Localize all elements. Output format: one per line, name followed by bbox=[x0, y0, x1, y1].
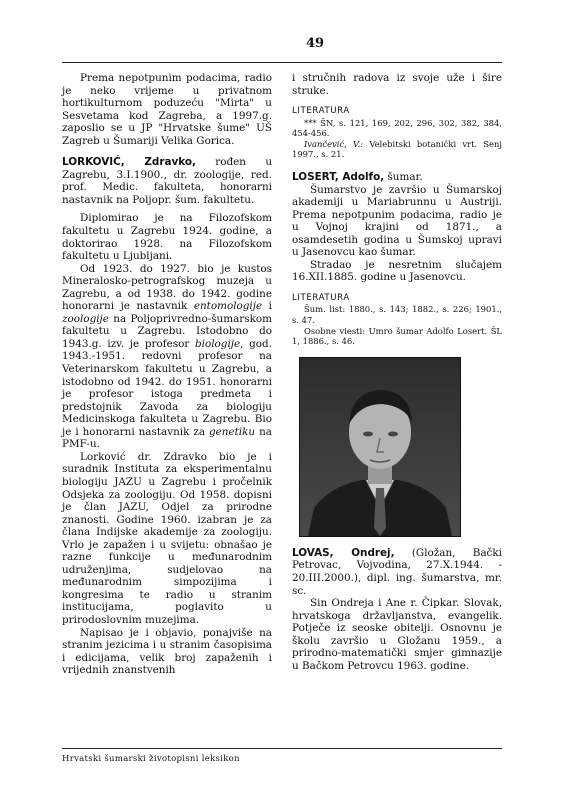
text-run: na PMF-u. bbox=[62, 425, 272, 451]
literature-item: Osobne viesti: Umro šumar Adolfo Losert. ŠL 1, 1886., s. 46. bbox=[292, 325, 502, 347]
left-column bbox=[62, 72, 272, 677]
lovas-summary: (Gložan, Bački Petrovac, Vojvodina, 27.X.1944. - 20.III.2000.), dipl. ing. šumarstva, mr. sc. bbox=[292, 546, 502, 597]
literature-item: *** ŠN, s. 121, 169, 202, 296, 302, 382, 384, 454-456. bbox=[292, 117, 502, 139]
italic-term: entomologije bbox=[193, 300, 263, 313]
lorkovic-continuation: i stručnih radova iz svoje uže i šire struke. bbox=[292, 72, 502, 97]
lorkovic-summary: rođen u Zagrebu, 3.I.1900., dr. zoologije, red. prof. Medic. fakulteta, honorarni nastavnik na Poljopr. šum. fakultetu. bbox=[62, 156, 273, 206]
italic-term: genetiku bbox=[208, 425, 256, 438]
portrait-illustration bbox=[300, 358, 460, 536]
lovas-headword: LOVAS, Ondrej, bbox=[292, 546, 395, 559]
footer-rule bbox=[62, 748, 502, 749]
lorkovic-entry bbox=[62, 156, 272, 206]
lorkovic-paragraph-1: Diplomirao je na Filozofskom fakultetu u Zagrebu 1924. godine, a doktorirao 1928. na Filozofskom fakultetu u Ljubljani. bbox=[62, 212, 272, 263]
literature-lorkovic bbox=[292, 118, 502, 160]
text-run: , god. 1943.-1951. redovni profesor na Veterinarskom fakultetu u Zagrebu, a istodobno od 1942. do 1951. honorarni je profesor istoga predmeta i predstojnik Zavoda za biologiju Medicinskoga fakulteta u Zagrebu. Bio je i honorarni nastavnik za bbox=[62, 337, 272, 438]
italic-term: biologije bbox=[194, 337, 241, 350]
losert-paragraph-1: Šumarstvo je završio u Šumarskoj akademiji u Mariabrunnu u Austriji. Prema nepotpunim podacima, radio je u Vojnoj krajini od 1871., a osamdesetih godina u Šumskoj upravi u Jasenovcu kao šumar. bbox=[292, 183, 502, 259]
lorkovic-headword: LORKOVIĆ, Zdravko, bbox=[62, 156, 196, 169]
portrait-photo bbox=[299, 357, 461, 537]
losert-entry bbox=[292, 171, 502, 184]
lorkovic-paragraph-4: Napisao je i objavio, ponajviše na stranim jezicima i u stranim časopisima i edicijama, velik broj zapaženih i vrijednih znanstvenih bbox=[62, 626, 272, 677]
text-run: Velebitski botanički vrt. Senj 1997., s. 21. bbox=[292, 138, 502, 160]
lorkovic-paragraph-2 bbox=[62, 263, 272, 451]
footer-title: Hrvatski šumarski životopisni leksikon bbox=[62, 754, 240, 764]
literature-author: Ivančević, V.: bbox=[304, 138, 364, 149]
header-rule bbox=[62, 62, 502, 63]
lovas-entry bbox=[292, 547, 502, 597]
losert-paragraph-2: Stradao je nesretnim slučajem 16.XII.1885. godine u Jasenovcu. bbox=[292, 258, 502, 284]
lorkovic-paragraph-3: Lorković dr. Zdravko bio je i suradnik Instituta za eksperimentalnu biologiju JAZU u Zagrebu i pročelnik Odsjeka za zoologiju. Od 1958. dopisni je član JAZU, Odjel za prirodne znanosti. Godine 1960. izabran je za člana Indijske akademije za zoologiju. Vrlo je zapažen i u svijetu: obnašao je razne funkcije u međunarodnim udruženjima, sudjelovao na međunarodnim simpozijima i kongresima te radio u stranim institucijama, poglavito u prirodoslovnim muzejima. bbox=[62, 450, 272, 626]
losert-headword: LOSERT, Adolfo, bbox=[292, 171, 385, 184]
text-run: Od 1923. do 1927. bio je kustos Mineralosko-petrografskog muzeja u Zagrebu, a od 1938. do 1942. godine honorarni je nastavnik bbox=[62, 262, 272, 313]
literature-item bbox=[292, 139, 502, 160]
literature-item: Šum. list: 1880., s. 143; 1882., s. 226; 1901., s. 47. bbox=[292, 304, 502, 326]
literature-label-lorkovic: LITERATURA bbox=[292, 106, 350, 117]
text-run: na Poljoprivredno-šumarskom fakultetu u Zagrebu. Istodobno do 1943.g. izv. je profesor bbox=[62, 312, 272, 350]
intro-paragraph: Prema nepotpunim podacima, radio je neko vrijeme u privatnom hortikulturnom poduzeću "Mirta" u Sesvetama kod Zagreba, a 1997.g. zaposlio se u JP "Hrvatske šume" UŠ Zagreb u Šumariji Velika Gorica. bbox=[62, 72, 272, 147]
page-number: 49 bbox=[305, 36, 325, 51]
losert-summary: šumar. bbox=[384, 171, 423, 184]
right-column bbox=[292, 72, 502, 672]
text-run: i bbox=[262, 300, 272, 313]
literature-losert bbox=[292, 304, 502, 346]
italic-term: zoologije bbox=[62, 312, 109, 325]
literature-label-losert: LITERATURA bbox=[292, 292, 350, 303]
lovas-paragraph-1: Sin Ondreja i Ane r. Čipkar. Slovak, hrvatskoga državljanstva, evangelik. Potječe iz seoske obitelji. Osnovnu je školu završio u Gložanu 1959., a prirodno-matematički smjer gimnazije u Bačkom Petrovcu 1963. godine. bbox=[292, 597, 502, 672]
